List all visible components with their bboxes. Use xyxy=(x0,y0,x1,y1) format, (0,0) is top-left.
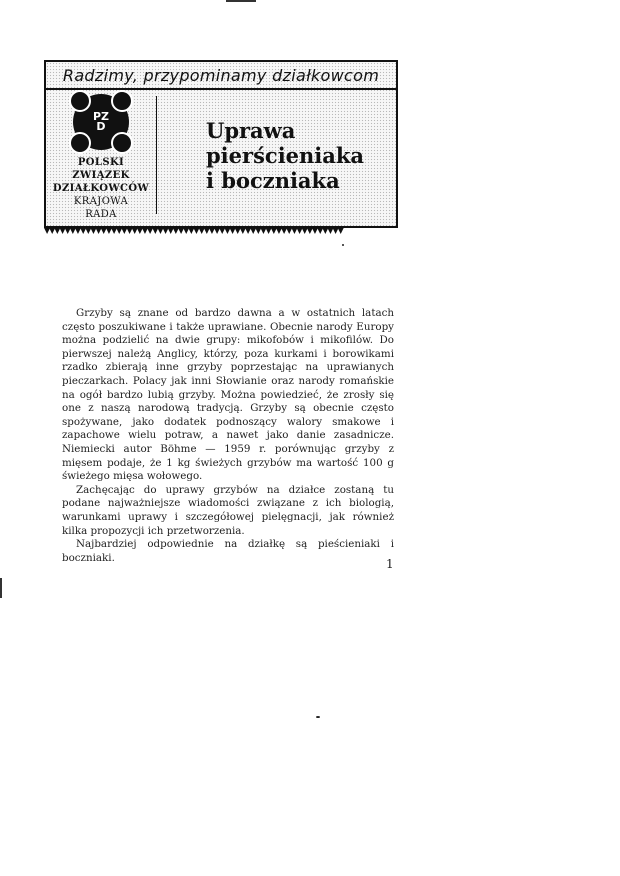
scan-edge-mark xyxy=(226,0,256,2)
article-body xyxy=(62,307,394,565)
title-line: i boczniaka xyxy=(206,168,340,193)
title-line: pierścieniaka xyxy=(206,143,365,168)
org-name-line: KRAJOWA xyxy=(73,196,129,207)
triangle-border: ▼▼▼▼▼▼▼▼▼▼▼▼▼▼▼▼▼▼▼▼▼▼▼▼▼▼▼▼▼▼▼▼▼▼▼▼▼▼▼▼▼▼▼▼▼▼▼▼▼▼▼▼▼▼▼▼▼▼ xyxy=(44,227,343,235)
header-divider xyxy=(156,96,157,214)
org-name-line: RADA xyxy=(85,209,117,220)
scan-edge-mark xyxy=(0,578,2,598)
page-number: 1 xyxy=(386,557,394,571)
series-title: Radzimy, przypominamy działkowcom xyxy=(46,62,396,90)
scan-speck xyxy=(316,716,320,718)
title-line: Uprawa xyxy=(206,118,296,143)
paragraph: Grzyby są znane od bardzo dawna a w ostatnich latach często poszukiwane i także uprawiane. Obecnie narody Europy można podzielić na dwie grupy: mikofobów i mikofilów. Do pierwszej należą Anglicy, którzy, poza kurkami i borowikami rzadko zbierają inne grzyby poprzestając na uprawianych pieczarkach. Polacy jak inni Słowianie oraz narody romańskie na ogół bardzo lubią grzyby. Można powiedzieć, że zrosły się one z naszą narodową tradycją. Grzyby są obecnie często spożywane, jako dodatek podnoszący walory smakowe i zapachowe wielu potraw, a nawet jako danie zasadnicze. Niemiecki autor Böhme — 1959 r. porównując grzyby z mięsem podaje, że 1 kg świeżych grzybów ma wartość 100 g świeżego mięsa wołowego. xyxy=(62,307,394,483)
org-name-line: POLSKI xyxy=(77,157,125,168)
organization-block xyxy=(48,92,154,224)
org-name-line: DZIAŁKOWCÓW xyxy=(52,183,150,194)
paragraph: Zachęcając do uprawy grzybów na działce zostaną tu podane najważniejsze wiadomości związane z ich biologią, warunkami uprawy i szczegółowej pielęgnacji, jak również kilka propozycji ich przetworzenia. xyxy=(62,483,394,537)
header-panel xyxy=(44,60,398,228)
paragraph: Najbardziej odpowiednie na działkę są pieścieniaki i boczniaki. xyxy=(62,538,394,564)
document-title xyxy=(206,118,364,193)
scan-speck xyxy=(342,244,344,246)
pzd-flower-logo-icon xyxy=(73,94,129,150)
logo-monogram-bottom: D xyxy=(96,120,106,133)
org-name-line: ZWIĄZEK xyxy=(72,170,130,181)
logo-monogram-top: PZ xyxy=(92,110,110,123)
logo-monogram xyxy=(93,112,109,132)
